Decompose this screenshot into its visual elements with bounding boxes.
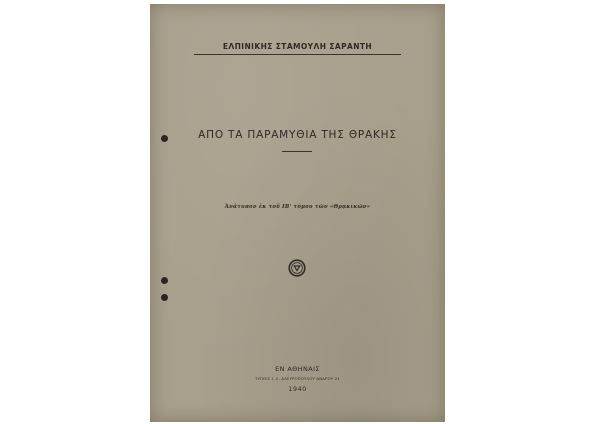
title-rule (282, 151, 312, 152)
author-name: ΕΛΠΙΝΙΚΗΣ ΣΤΑΜΟΥΛΗ ΣΑΡΑΝΤΗ (222, 42, 373, 51)
punch-hole-middle (161, 277, 168, 284)
punch-hole-bottom (161, 294, 168, 301)
reprint-note: Ἀνάτυπον ἐκ τοῦ ΙΒ' τόμου τῶν «Θρᾳκικῶν» (224, 204, 371, 210)
author-rule (194, 54, 401, 55)
cover-page (150, 4, 445, 422)
publication-year: 1940 (288, 385, 307, 393)
book-title: ΑΠΟ ΤΑ ΠΑΡΑΜΥΘΙΑ ΤΗΣ ΘΡΑΚΗΣ (198, 129, 397, 141)
publication-place: ΕΝ ΑΘΗΝΑΙΣ (275, 365, 320, 373)
printer-line: ΤΥΠΟΙΣ Ι. Λ. ΑΛΕΥΡΟΠΟΥΛΟΥ ΑΝΔΡΟΥ 21 (255, 376, 340, 381)
publisher-emblem-icon (288, 259, 306, 277)
